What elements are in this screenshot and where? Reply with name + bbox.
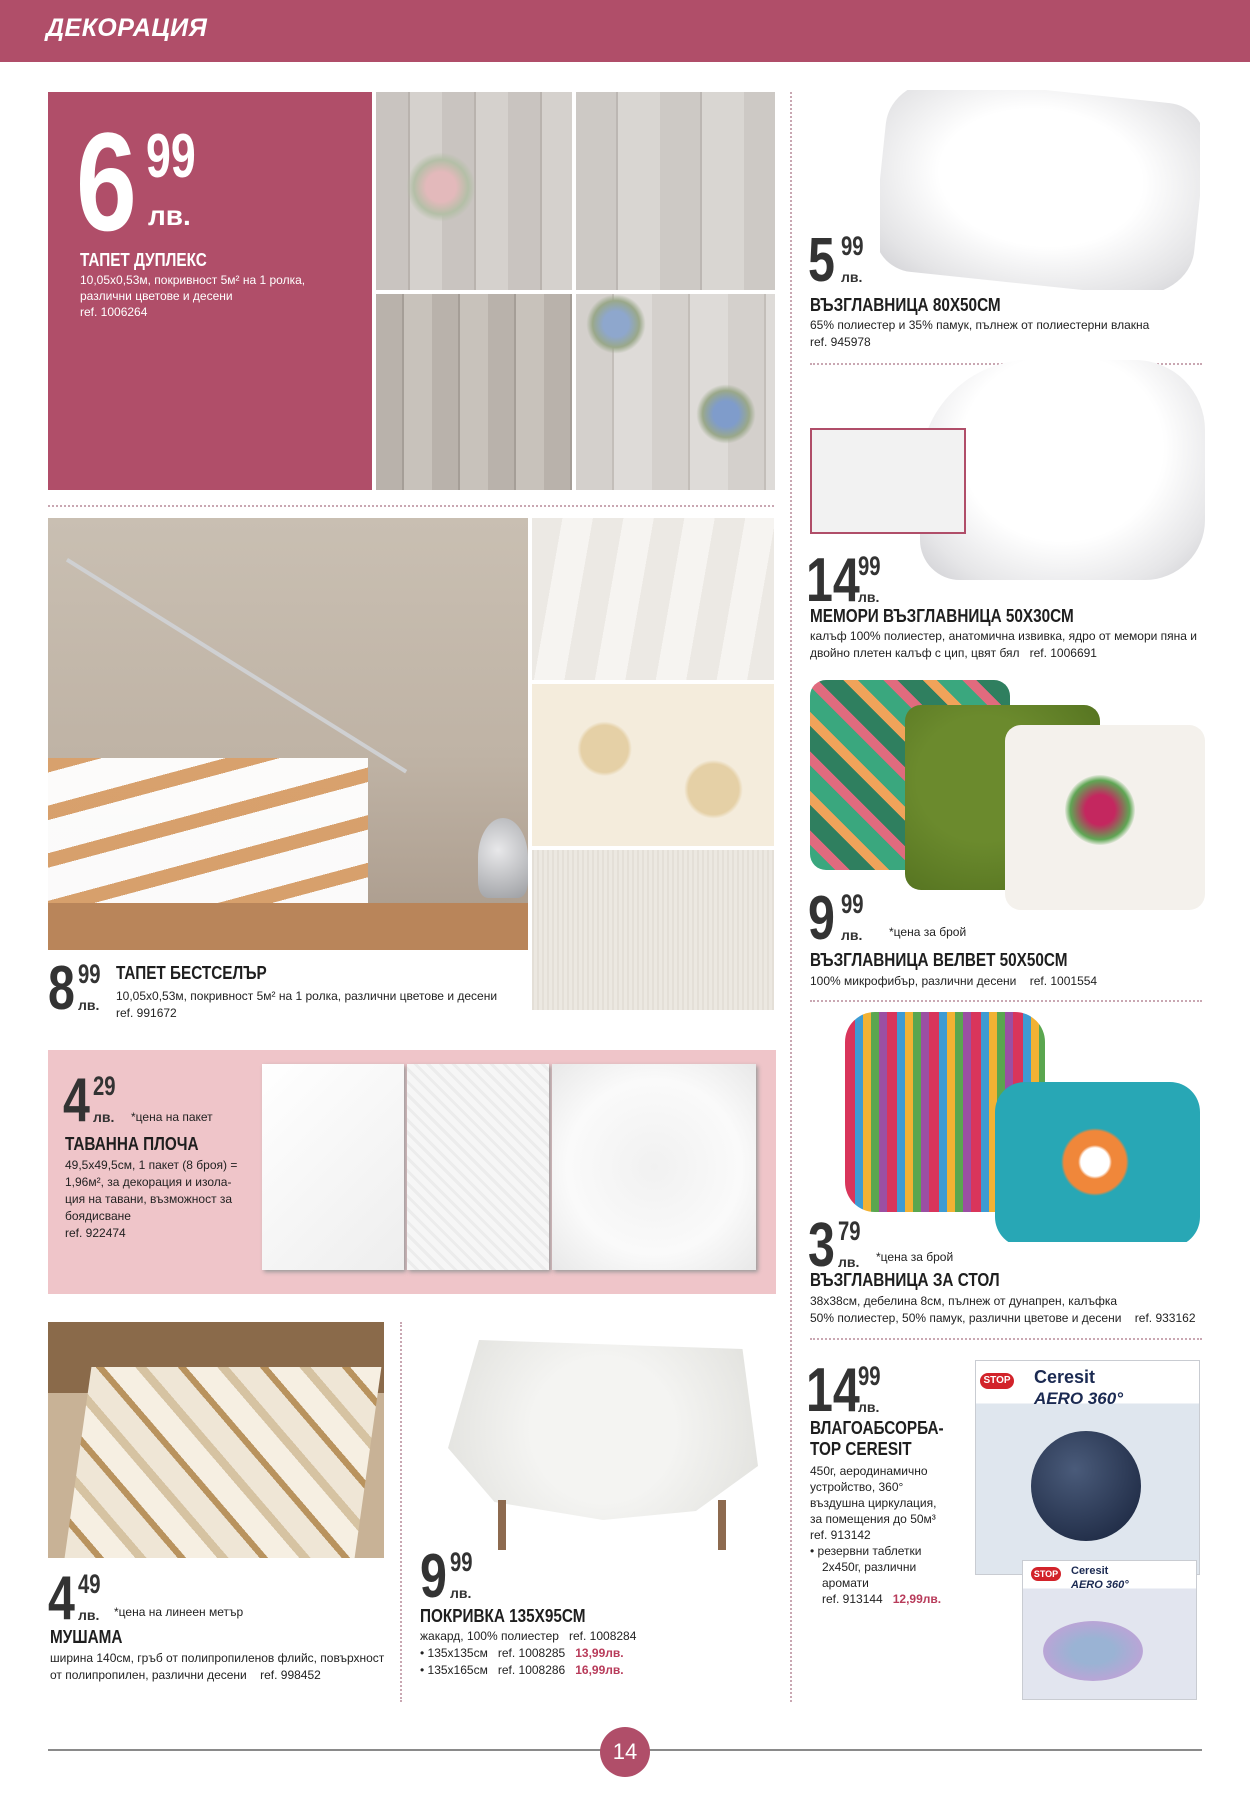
- pillow-80x50-price: [808, 226, 908, 295]
- price-integer: 9: [420, 1542, 447, 1611]
- extra-price: 12,99лв.: [892, 1592, 942, 1606]
- price-cents: 99: [858, 1361, 881, 1391]
- box-model: AERO 360°: [1034, 1389, 1124, 1408]
- desc-line: боядисване: [65, 1209, 131, 1223]
- title-line: ТОР CERESIT: [810, 1439, 912, 1459]
- separator: [790, 92, 792, 1702]
- chair-pillow-desc: [810, 1293, 1210, 1327]
- velvet-pillows-image: [810, 675, 1205, 915]
- price-currency: лв.: [858, 1399, 880, 1415]
- price-currency: лв.: [78, 997, 100, 1013]
- wallpaper-sample-floral-beige: [532, 684, 774, 846]
- oilcloth-note: *цена на линеен метър: [114, 1605, 244, 1619]
- chair-pillow-note: *цена за брой: [876, 1250, 954, 1264]
- desc-line: двойно плетен калъф с цип, цвят бял: [810, 646, 1020, 660]
- desc-line: калъф 100% полиестер, анатомична извивка, ядро от мемори пяна и: [810, 629, 1197, 643]
- ceresit-box-small: [1022, 1560, 1197, 1700]
- ceiling-tile-image-1: [262, 1064, 404, 1270]
- velvet-pillow-title: ВЪЗГЛАВНИЦА ВЕЛВЕТ 50Х50СМ: [810, 950, 1068, 970]
- wallpaper-sample-plank-2: [376, 294, 572, 490]
- tapet-bestseller-desc: [116, 988, 536, 1022]
- price-integer: 4: [48, 1564, 75, 1633]
- desc-line: 49,5х49,5см, 1 пакет (8 броя) =: [65, 1158, 238, 1172]
- price-currency: лв.: [93, 1109, 115, 1125]
- tapet-duplex-title: ТАПЕТ ДУПЛЕКС: [80, 250, 207, 270]
- variant-ref: ref. 1008286: [497, 1663, 566, 1677]
- ref-line: ref. 1006264: [80, 305, 148, 319]
- price-cents: 99: [146, 122, 196, 191]
- page-header: [0, 0, 1250, 62]
- variant-size: • 135х135см: [420, 1646, 488, 1660]
- price-integer: 14: [806, 546, 860, 615]
- price-integer: 5: [808, 226, 835, 295]
- ref-line: ref. 1001554: [1029, 974, 1098, 988]
- pillow-80x50-desc: [810, 317, 1210, 351]
- chair-pillow-price: [808, 1211, 868, 1280]
- separator: [810, 1000, 1202, 1002]
- pillow-80x50-title: ВЪЗГЛАВНИЦА 80Х50СМ: [810, 295, 1001, 315]
- wallpaper-sample-plank-1: [576, 92, 775, 290]
- tablecloth-title: ПОКРИВКА 135Х95СМ: [420, 1606, 586, 1626]
- wallpaper-sample-waves: [532, 518, 774, 680]
- desc-line: въздушна циркулация,: [810, 1496, 937, 1510]
- price-integer: 3: [808, 1211, 835, 1280]
- desc-line: 50% полиестер, 50% памук, различни цветове и десени: [810, 1311, 1122, 1325]
- velvet-pillow-desc: [810, 973, 1210, 990]
- tablecloth-image: [428, 1320, 778, 1550]
- oilcloth-price: [48, 1564, 108, 1633]
- desc-line: 65% полиестер и 35% памук, пълнеж от полиестерни влакна: [810, 318, 1150, 332]
- box-badge: STOP: [1031, 1567, 1061, 1581]
- ref-line: ref. 945978: [810, 335, 871, 349]
- ceiling-tile-note: *цена на пакет: [131, 1110, 213, 1124]
- ceiling-tile-title: ТАВАННА ПЛОЧА: [65, 1134, 199, 1154]
- desc-line: 100% микрофибър, различни десени: [810, 974, 1017, 988]
- ceresit-box-large: [975, 1360, 1200, 1575]
- title-line: ВЛАГОАБСОРБА-: [810, 1418, 944, 1438]
- variant-ref: ref. 1008285: [497, 1646, 566, 1660]
- velvet-pillow-price: [808, 884, 908, 953]
- tablecloth-price: [420, 1542, 480, 1611]
- price-currency: лв.: [841, 927, 863, 943]
- tapet-duplex-desc: [80, 272, 320, 320]
- desc-line: аромати: [822, 1576, 869, 1590]
- ref-line: ref. 1006691: [1029, 646, 1097, 660]
- velvet-pillow-note: *цена за брой: [889, 925, 967, 939]
- separator: [400, 1322, 402, 1702]
- desc-line: 2х450г, различни: [822, 1560, 917, 1574]
- price-cents: 99: [841, 231, 864, 261]
- box-model: AERO 360°: [1071, 1579, 1129, 1591]
- price-cents: 99: [841, 889, 864, 919]
- dehumidifier-price: [806, 1356, 936, 1425]
- dehumidifier-title: [810, 1418, 944, 1460]
- ceiling-tile-image-2: [407, 1064, 549, 1270]
- ceiling-tile-price: [63, 1066, 123, 1135]
- desc-line: ция на тавани, възможност за: [65, 1192, 233, 1206]
- tablecloth-variant: [420, 1662, 760, 1679]
- desc-line: ширина 140см, гръб от полипропиленов флийс, повърхност: [50, 1651, 385, 1665]
- oilcloth-table-image: [48, 1322, 384, 1558]
- ceiling-tile-image-3: [552, 1064, 756, 1270]
- tapet-bestseller-title: ТАПЕТ БЕСТСЕЛЪР: [116, 963, 267, 983]
- desc-line: 10,05х0,53м, покривност 5м² на 1 ролка, различни цветове и десени: [116, 989, 498, 1003]
- price-integer: 4: [63, 1066, 90, 1135]
- ref-line: ref. 922474: [65, 1226, 126, 1240]
- wallpaper-sample-floral-2: [576, 294, 775, 490]
- ref-line: ref. 998452: [260, 1668, 321, 1682]
- section-title: ДЕКОРАЦИЯ: [46, 14, 208, 42]
- ceiling-tile-desc: [65, 1157, 265, 1242]
- desc-line: за помещения до 50м³: [810, 1512, 936, 1526]
- price-cents: 29: [93, 1071, 116, 1101]
- price-integer: 6: [76, 103, 134, 260]
- desc-line: 38х38см, дебелина 8см, пълнеж от дунапрен, калъфка: [810, 1294, 1118, 1308]
- ref-line: ref. 933162: [1134, 1311, 1196, 1325]
- memory-pillow-desc: [810, 628, 1210, 662]
- price-integer: 14: [806, 1356, 860, 1425]
- separator: [48, 505, 774, 507]
- price-currency: лв.: [838, 1254, 860, 1270]
- ref-line: ref. 1008284: [569, 1629, 637, 1643]
- price-currency: лв.: [148, 200, 191, 231]
- desc-line: жакард, 100% полиестер: [420, 1629, 559, 1643]
- ref-line: ref. 991672: [116, 1006, 177, 1020]
- staircase-wallpaper-image: [48, 518, 528, 950]
- box-badge: STOP: [980, 1373, 1014, 1389]
- price-currency: лв.: [841, 269, 863, 285]
- price-cents: 49: [78, 1569, 101, 1599]
- dehumidifier-desc: [810, 1463, 980, 1607]
- tablecloth-variant: [420, 1645, 760, 1662]
- oilcloth-desc: [50, 1650, 420, 1684]
- desc-line: 450г, аеродинамично: [810, 1464, 928, 1478]
- memory-pillow-price: [806, 546, 936, 615]
- desc-line: различни цветове и десени: [80, 289, 233, 303]
- desc-line: 1,96м², за декорация и изола-: [65, 1175, 232, 1189]
- wallpaper-sample-floral-1: [376, 92, 572, 290]
- desc-line: от полипропилен, различни десени: [50, 1668, 247, 1682]
- desc-line: • резервни таблетки: [810, 1544, 922, 1558]
- oilcloth-title: МУШАМА: [50, 1627, 123, 1647]
- price-cents: 99: [78, 959, 101, 989]
- variant-price: 13,99лв.: [575, 1646, 624, 1660]
- price-currency: лв.: [858, 589, 880, 605]
- chair-pillow-title: ВЪЗГЛАВНИЦА ЗА СТОЛ: [810, 1270, 1000, 1290]
- tablecloth-desc: [420, 1628, 760, 1679]
- price-integer: 9: [808, 884, 835, 953]
- separator: [810, 1338, 1202, 1340]
- price-currency: лв.: [78, 1607, 100, 1623]
- variant-size: • 135х165см: [420, 1663, 488, 1677]
- price-integer: 8: [48, 954, 75, 1023]
- tapet-bestseller-price: [48, 954, 118, 1023]
- pillow-80x50-image: [880, 90, 1200, 290]
- desc-line: устройство, 360°: [810, 1480, 904, 1494]
- box-brand: Ceresit: [1034, 1367, 1096, 1387]
- price-cents: 79: [838, 1216, 861, 1246]
- ref-line: ref. 913144: [822, 1592, 883, 1606]
- variant-price: 16,99лв.: [575, 1663, 624, 1677]
- price-cents: 99: [858, 551, 881, 581]
- desc-line: 10,05х0,53м, покривност 5м² на 1 ролка,: [80, 273, 306, 287]
- wallpaper-sample-texture: [532, 850, 774, 1010]
- memory-pillow-title: МЕМОРИ ВЪЗГЛАВНИЦА 50Х30СМ: [810, 606, 1074, 626]
- box-brand: Ceresit: [1071, 1565, 1109, 1577]
- chair-pillows-image: [845, 1012, 1200, 1242]
- page-number: 14: [600, 1727, 650, 1777]
- price-cents: 99: [450, 1547, 473, 1577]
- price-currency: лв.: [450, 1585, 472, 1601]
- ref-line: ref. 913142: [810, 1528, 871, 1542]
